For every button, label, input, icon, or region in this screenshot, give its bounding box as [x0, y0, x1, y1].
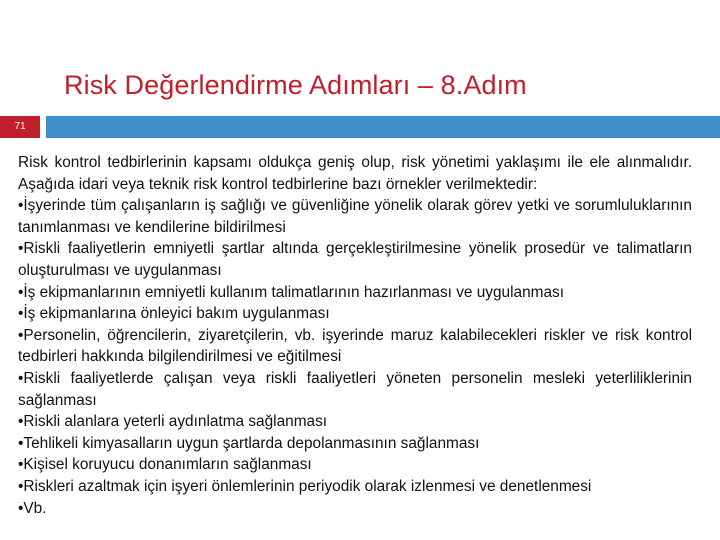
list-item	[18, 195, 692, 238]
list-item-text: Riskli faaliyetlerde çalışan veya riskli faaliyetleri yöneten personelin mesleki yeterliliklerinin sağlanması	[18, 369, 692, 409]
intro-paragraph: Risk kontrol tedbirlerinin kapsamı oldukça geniş olup, risk yönetimi yaklaşımı ile ele alınmalıdır. Aşağıda idari veya teknik risk kontrol tedbirlerine bazı örnekler verilmektedir:	[18, 154, 692, 193]
bullet-icon: •	[18, 240, 24, 258]
bullet-icon: •	[18, 434, 24, 452]
bullet-icon: •	[18, 499, 24, 517]
list-item-text: Personelin, öğrencilerin, ziyaretçilerin, vb. işyerinde maruz kalabilecekleri riskler ve risk kontrol tedbirleri hakkında bilgilendirilmesi ve eğitilmesi	[18, 326, 692, 366]
list-item-text: İş ekipmanlarının emniyetli kullanım talimatlarının hazırlanması ve uygulanması	[23, 283, 565, 301]
bullet-list	[18, 195, 692, 519]
accent-bar	[46, 116, 720, 138]
list-item	[18, 476, 692, 498]
bullet-icon: •	[18, 369, 24, 387]
bullet-icon: •	[18, 197, 24, 215]
bullet-icon: •	[18, 326, 24, 344]
list-item-text: Kişisel koruyucu donanımların sağlanması	[23, 456, 312, 474]
bullet-icon: •	[18, 456, 24, 474]
list-item-text: Riskli alanlara yeterli aydınlatma sağlanması	[23, 413, 328, 431]
bullet-icon: •	[18, 305, 24, 323]
list-item	[18, 498, 692, 520]
bullet-icon: •	[18, 477, 24, 495]
bullet-icon: •	[18, 413, 24, 431]
list-item	[18, 454, 692, 476]
list-item	[18, 368, 692, 411]
list-item-text: Vb.	[23, 499, 47, 517]
slide-title: Risk Değerlendirme Adımları – 8.Adım	[64, 70, 527, 100]
list-item	[18, 325, 692, 368]
bullet-icon: •	[18, 283, 24, 301]
list-item-text: İş ekipmanlarına önleyici bakım uygulanması	[23, 305, 330, 323]
list-item	[18, 433, 692, 455]
list-item-text: Riskleri azaltmak için işyeri önlemlerinin periyodik olarak izlenmesi ve denetlenmesi	[23, 477, 592, 495]
list-item-text: İşyerinde tüm çalışanların iş sağlığı ve güvenliğine yönelik olarak görev yetki ve sorumluluklarının tanımlanması ve kendilerine bildirilmesi	[18, 197, 692, 236]
list-item	[18, 411, 692, 433]
slide-body	[18, 152, 692, 519]
list-item-text: Riskli faaliyetlerin emniyetli şartlar altında gerçekleştirilmesine yönelik prosedür ve talimatların oluşturulması ve uygulanması	[18, 240, 692, 279]
list-item	[18, 282, 692, 304]
list-item-text: Tehlikeli kimyasalların uygun şartlarda depolanmasının sağlanması	[23, 434, 480, 452]
list-item	[18, 303, 692, 325]
list-item	[18, 238, 692, 281]
slide-number: 71	[0, 116, 40, 138]
